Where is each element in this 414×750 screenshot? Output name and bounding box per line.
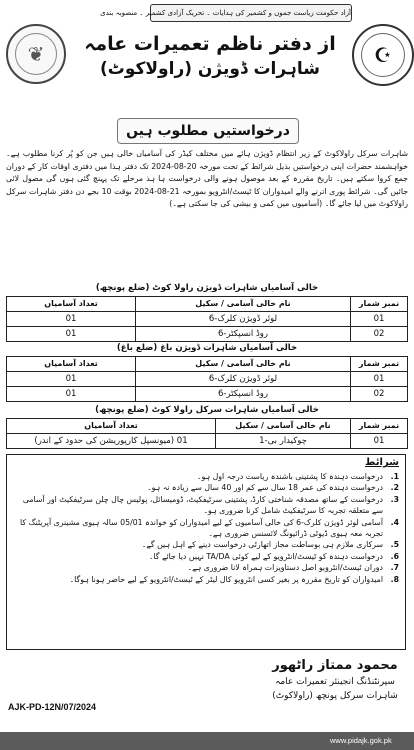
table-1-title: خالی آسامیاں شاہرات ڈویژن راولا کوٹ (ضلع پونچھ): [95, 283, 319, 293]
condition-item: [13, 539, 399, 550]
cell-post: چوکیدار بی-1: [216, 434, 351, 449]
condition-number: 5.: [390, 540, 399, 550]
website-link[interactable]: www.pidajk.gok.pk: [330, 736, 392, 745]
condition-text: درخواست کے ساتھ مصدقہ شناختی کارڈ، پشتینی سرٹیفکیٹ، ڈومیسائل، پولیس چال چلن سرٹیفکیٹ اور آسامی سے متعلقہ تجربہ کا سرٹیفکیٹ شامل کرنا ضروری ہو۔: [22, 494, 383, 516]
cell-post: لوئر ڈویژن کلرک-6: [136, 372, 351, 387]
header-post: نام خالی آسامی / سکیل: [136, 297, 351, 312]
table-row: [7, 327, 408, 342]
header-serial: نمبر شمار: [351, 419, 408, 434]
condition-item: [13, 471, 399, 482]
cell-count: 01: [7, 387, 136, 402]
header-serial: نمبر شمار: [351, 297, 408, 312]
cell-serial: 02: [351, 327, 408, 342]
table-header-row: [7, 419, 408, 434]
condition-text: امیدواران کو تاریخ مقررہ پر بغیر کسی انٹرویو کال لیٹر کے ٹیسٹ/انٹرویو کے لیے حاضر ہونا ہوگا۔: [69, 574, 383, 584]
top-banner: آزاد حکومت ریاست جموں و کشمیر کی ہدایات ۔ تحریک آزادی کشمیر ۔ منصوبہ بندی: [150, 4, 352, 22]
cell-count: 01: [7, 312, 136, 327]
condition-item: [13, 482, 399, 493]
header-count: تعداد آسامیاں: [7, 419, 216, 434]
signatory-name: محمود ممتاز راٹھور: [272, 658, 398, 673]
header-count: تعداد آسامیاں: [7, 297, 136, 312]
cell-count: 01 (میونسپل کارپوریشن کی حدود کے اندر): [7, 434, 216, 449]
condition-number: 4.: [390, 517, 399, 527]
header-post: نام خالی آسامی / سکیل: [216, 419, 351, 434]
signatory-designation: سپرنٹنڈنگ انجینئر تعمیرات عامہ: [275, 677, 395, 687]
table-3-title: خالی آسامیاں شاہرات سرکل راولا کوٹ (ضلع پونچھ): [95, 405, 319, 415]
condition-number: 6.: [390, 551, 399, 561]
cell-serial: 01: [351, 372, 408, 387]
table-row: [7, 312, 408, 327]
table-header-row: [7, 357, 408, 372]
header-post: نام خالی آسامی / سکیل: [136, 357, 351, 372]
reference-number: AJK-PD-12N/07/2024: [8, 702, 97, 712]
condition-number: 2.: [390, 483, 399, 493]
condition-text: آسامی لوئر ڈویژن کلرک-6 کی خالی آسامیوں کے لیے امیدواران کو خواندہ 05/01 سالہ ہیوی مشینری آپریٹنگ کا تجربہ معہ ہیوی ڈیوٹی ڈرائیونگ لائسنس ضروری ہے۔: [20, 517, 383, 539]
table-2-title: خالی آسامیاں شاہرات ڈویژن باغ (ضلع باغ): [116, 343, 298, 353]
cell-serial: 02: [351, 387, 408, 402]
conditions-box: [6, 454, 406, 650]
cell-post: لوئر ڈویژن کلرک-6: [136, 312, 351, 327]
condition-item: [13, 494, 399, 517]
cell-count: 01: [7, 327, 136, 342]
vacancy-table-2: [6, 356, 408, 402]
intro-paragraph: شاہرات سرکل راولاکوٹ کے زیر انتظام ڈویژن ہائے میں مختلف کیڈر کی آسامیاں خالی ہیں جن کو پُر کرنا مطلوب ہے۔ خواہشمند حضرات اپنی درخواستیں بذیل شرائط کے تحت مورخہ 20-08-2024 تک دفتر ہذا میں دفتری اوقات کار کے دوران جمع کروا سکتے ہیں۔ تاریخ مقررہ کے بعد موصول ہونے والی درخواست ہا ہذ مرحلے تک پہنچ گئی ہوں گی مصول لائی جائیں گی۔ شرائط پوری اترنے والے امیدواران کا ٹیسٹ/انٹرویو بمورخہ 21-08-2024 بوقت 10 بجے دن دفتر شاہرات سرکل راولاکوٹ میں لیا جائے گا۔ (آسامیوں میں کمی و بیشی کی جا سکتی ہے۔): [6, 149, 409, 208]
condition-text: سرکاری ملازم ہی بوساطت مجاز اتھارٹی درخواست دینے کے اہل ہیں گے۔: [141, 540, 383, 550]
applications-required-heading: درخواستیں مطلوب ہیں: [117, 118, 299, 144]
table-header-row: [7, 297, 408, 312]
condition-text: درخواست دہندہ کی عمر 18 سال سے کم اور 40 سال سے زیادہ نہ ہو۔: [147, 483, 383, 493]
condition-text: دوران ٹیسٹ/انٹرویو اصل دستاویزات ہمراہ لانا ضروری ہے۔: [187, 563, 383, 573]
condition-item: [13, 562, 399, 573]
conditions-list: [13, 471, 399, 585]
cell-post: روڈ انسپکٹر-6: [136, 327, 351, 342]
signatory-office: شاہرات سرکل پونچھ (راولاکوٹ): [272, 691, 398, 701]
condition-number: 3.: [390, 494, 399, 504]
table-row: [7, 387, 408, 402]
header-count: تعداد آسامیاں: [7, 357, 136, 372]
conditions-title: شرائط: [365, 457, 399, 468]
division-title: شاہرات ڈویژن (راولاکوٹ): [100, 59, 320, 79]
cell-post: روڈ انسپکٹر-6: [136, 387, 351, 402]
government-seal-logo: [352, 24, 414, 86]
office-title: از دفتر ناظم تعمیرات عامہ: [84, 33, 336, 55]
table-row: [7, 372, 408, 387]
condition-number: 8.: [390, 574, 399, 584]
table-row: [7, 434, 408, 449]
header-serial: نمبر شمار: [351, 357, 408, 372]
chinar-leaf-icon: ❦: [15, 33, 57, 75]
condition-text: درخواست دہندہ کو ٹیسٹ/انٹرویو کے لیے کوئی TA/DA نہیں دیا جائے گا۔: [148, 551, 383, 561]
vacancy-table-1: [6, 296, 408, 342]
condition-text: درخواست دہندہ کا پشتینی باشندہ ریاست درجہ اول ہو۔: [196, 472, 383, 481]
emblem-logo: [6, 24, 66, 84]
cell-serial: 01: [351, 434, 408, 449]
crescent-star-icon: ☪: [361, 33, 405, 77]
condition-number: 7.: [390, 563, 399, 573]
cell-serial: 01: [351, 312, 408, 327]
vacancy-table-3: [6, 418, 408, 449]
condition-item: [13, 517, 399, 540]
condition-item: [13, 551, 399, 562]
cell-count: 01: [7, 372, 136, 387]
condition-item: [13, 574, 399, 585]
condition-number: 1.: [390, 472, 399, 481]
